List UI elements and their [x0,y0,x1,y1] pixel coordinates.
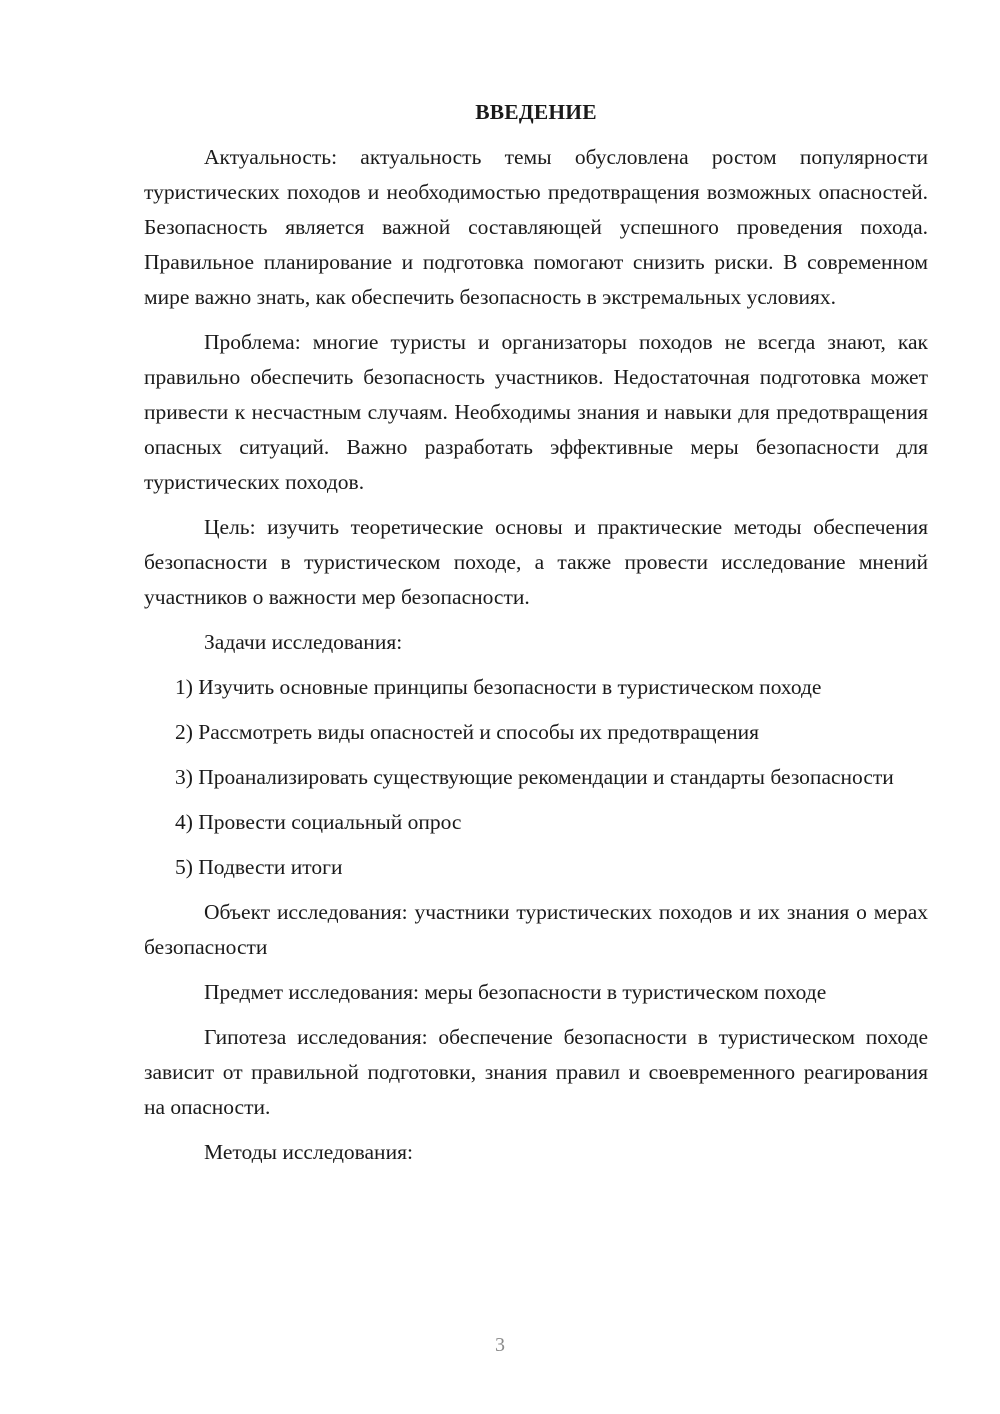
task-item-5: 5) Подвести итоги [175,855,343,879]
task-item-3: 3) Проанализировать существующие рекомендации и стандарты безопасности [175,765,894,789]
paragraph-subject: Предмет исследования: меры безопасности в туристическом походе [204,980,827,1004]
page-content [144,95,928,1180]
paragraph-object: Объект исследования: участники туристических походов и их знания о мерах безопасности [144,900,928,959]
section-title: ВВЕДЕНИЕ [475,100,597,124]
methods-heading: Методы исследования: [204,1140,413,1164]
paragraph-goal: Цель: изучить теоретические основы и практические методы обеспечения безопасности в туристическом походе, а также провести исследование мнений участников о важности мер безопасности. [144,515,928,609]
paragraph-hypothesis: Гипотеза исследования: обеспечение безопасности в туристическом походе зависит от правильной подготовки, знания правил и своевременного реагирования на опасности. [144,1025,928,1119]
tasks-heading: Задачи исследования: [204,630,403,654]
paragraph-problem: Проблема: многие туристы и организаторы походов не всегда знают, как правильно обеспечить безопасность участников. Недостаточная подготовка может привести к несчастным случаям. Необходимы знания и навыки для предотвращения опасных ситуаций. Важно разработать эффективные меры безопасности для туристических походов. [144,330,928,494]
paragraph-relevance: Актуальность: актуальность темы обусловлена ростом популярности туристических походов и необходимостью предотвращения возможных опасностей. Безопасность является важной составляющей успешного проведения похода. Правильное планирование и подготовка помогают снизить риски. В современном мире важно знать, как обеспечить безопасность в экстремальных условиях. [144,145,928,309]
page-number: 3 [495,1334,505,1356]
task-item-1: 1) Изучить основные принципы безопасности в туристическом походе [175,675,822,699]
task-item-2: 2) Рассмотреть виды опасностей и способы их предотвращения [175,720,760,744]
task-item-4: 4) Провести социальный опрос [175,810,462,834]
